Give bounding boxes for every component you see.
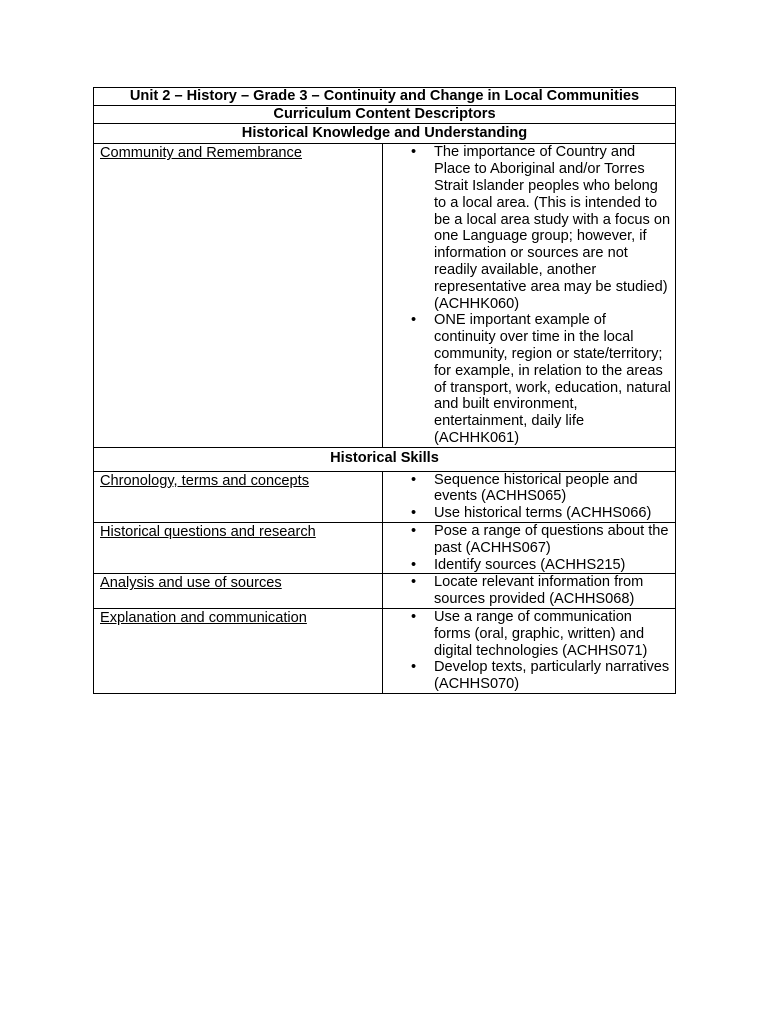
document-subtitle: Curriculum Content Descriptors — [94, 105, 676, 123]
bullet-icon: • — [411, 574, 417, 591]
descriptor-text: Develop texts, particularly narratives (ACHHS070) — [434, 659, 670, 693]
descriptor-text: Identify sources (ACHHS215) — [434, 556, 626, 573]
table-row — [94, 144, 676, 447]
topic-cell: Community and Remembrance — [94, 144, 383, 447]
topic-cell: Analysis and use of sources — [94, 574, 383, 609]
descriptor-text: Use a range of communication forms (oral, graphic, written) and digital technologies (ACHHS071) — [434, 608, 648, 659]
descriptor-cell — [383, 574, 676, 609]
descriptor-list — [383, 609, 671, 693]
section-heading-knowledge: Historical Knowledge and Understanding — [94, 123, 676, 144]
list-item — [383, 523, 671, 557]
topic-cell: Historical questions and research — [94, 522, 383, 573]
section-heading-row — [94, 447, 676, 471]
curriculum-table — [93, 87, 676, 694]
section-heading-row — [94, 123, 676, 144]
section-heading-skills: Historical Skills — [94, 447, 676, 471]
bullet-icon: • — [411, 659, 417, 676]
topic-cell: Chronology, terms and concepts — [94, 471, 383, 522]
bullet-icon: • — [411, 522, 417, 539]
bullet-icon: • — [411, 556, 417, 573]
list-item — [383, 505, 671, 522]
subtitle-row — [94, 105, 676, 123]
descriptor-text: Use historical terms (ACHHS066) — [434, 505, 652, 522]
list-item — [383, 312, 671, 446]
descriptor-list — [383, 523, 671, 573]
descriptor-cell — [383, 608, 676, 693]
table-row — [94, 522, 676, 573]
list-item — [383, 609, 671, 659]
list-item — [383, 659, 671, 693]
descriptor-text: Sequence historical people and events (ACHHS065) — [434, 471, 638, 505]
title-row — [94, 88, 676, 106]
descriptor-cell — [383, 471, 676, 522]
descriptor-text: ONE important example of continuity over time in the local community, region or state/territory; for example, in relation to the areas of transport, work, education, natural and built environment, entertainment, daily life (ACHHK061) — [434, 312, 671, 446]
bullet-icon: • — [411, 312, 417, 329]
table-row — [94, 471, 676, 522]
list-item — [383, 472, 671, 506]
bullet-icon: • — [411, 144, 417, 161]
descriptor-text: Pose a range of questions about the past (ACHHS067) — [434, 522, 669, 556]
table-row — [94, 574, 676, 609]
table-row — [94, 608, 676, 693]
bullet-icon: • — [411, 471, 417, 488]
bullet-icon: • — [411, 608, 417, 625]
descriptor-text: The importance of Country and Place to Aboriginal and/or Torres Strait Islander peoples who belong to a local area. (This is intended to be a local area study with a focus on one Language group; however, if information or sources are not readily available, another representative area may be studied) (ACHHK060) — [434, 144, 671, 312]
descriptor-cell — [383, 144, 676, 447]
descriptor-list — [383, 144, 671, 446]
document-title: Unit 2 – History – Grade 3 – Continuity and Change in Local Communities — [94, 88, 676, 106]
list-item — [383, 557, 671, 574]
descriptor-cell — [383, 522, 676, 573]
topic-cell: Explanation and communication — [94, 608, 383, 693]
bullet-icon: • — [411, 505, 417, 522]
descriptor-list — [383, 472, 671, 522]
descriptor-text: Locate relevant information from sources provided (ACHHS068) — [434, 574, 644, 608]
descriptor-list — [383, 574, 671, 608]
list-item — [383, 144, 671, 312]
list-item — [383, 574, 671, 608]
